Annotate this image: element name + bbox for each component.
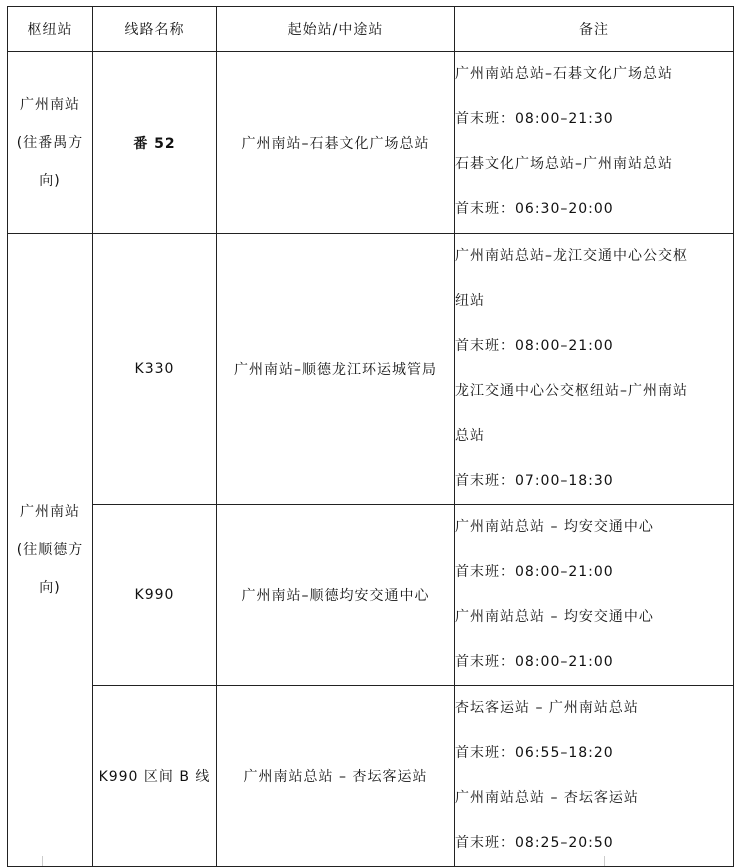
note-line: 纽站 [455, 293, 485, 309]
note-line: 首末班：08:25–20:50 [455, 835, 614, 851]
note-line: 首末班：08:00–21:00 [455, 654, 614, 670]
note-line: 首末班：08:00–21:30 [455, 111, 614, 127]
note-line: 广州南站总站–石碁文化广场总站 [455, 66, 673, 82]
hub-name: 广州南站 [20, 96, 80, 113]
table-row [8, 234, 734, 505]
hub-direction: (往番禺方 [16, 134, 84, 151]
header-stops: 起始站/中途站 [217, 7, 455, 52]
hub-cell [8, 234, 93, 867]
header-notes: 备注 [455, 7, 734, 52]
hub-direction: (往顺德方 [16, 542, 84, 558]
page-edge-mark [42, 856, 43, 866]
bus-routes-table [7, 6, 734, 867]
notes-cell [455, 234, 734, 505]
line-name: 番 52 [133, 135, 176, 152]
hub-direction-end: 向) [39, 580, 61, 596]
note-line: 首末班：06:30–20:00 [455, 201, 614, 217]
stops-cell: 广州南站–顺德龙江环运城管局 [217, 234, 455, 505]
stops-cell: 广州南站总站 – 杏坛客运站 [217, 686, 455, 867]
table-row [8, 52, 734, 234]
notes-cell [455, 52, 734, 234]
header-hub: 枢纽站 [8, 7, 93, 52]
note-line: 首末班：07:00–18:30 [455, 473, 614, 489]
line-name-cell: K990 区间 B 线 [93, 686, 217, 867]
table-row [8, 505, 734, 686]
hub-cell [8, 52, 93, 234]
line-name-cell: K330 [93, 234, 217, 505]
note-line: 广州南站总站–龙江交通中心公交枢 [455, 248, 688, 264]
table-row [8, 686, 734, 867]
stops-cell: 广州南站–顺德均安交通中心 [217, 505, 455, 686]
note-line: 首末班：06:55–18:20 [455, 745, 614, 761]
hub-name: 广州南站 [20, 504, 80, 520]
notes-cell [455, 686, 734, 867]
line-name-cell [93, 52, 217, 234]
stops-cell: 广州南站–石碁文化广场总站 [217, 52, 455, 234]
note-line: 首末班：08:00–21:00 [455, 338, 614, 354]
hub-direction-end: 向) [39, 172, 61, 189]
note-line: 广州南站总站 – 均安交通中心 [455, 609, 654, 625]
note-line: 首末班：08:00–21:00 [455, 564, 614, 580]
note-line: 石碁文化广场总站–广州南站总站 [455, 156, 673, 172]
note-line: 杏坛客运站 – 广州南站总站 [455, 700, 639, 716]
notes-cell [455, 505, 734, 686]
note-line: 总站 [455, 428, 485, 444]
note-line: 广州南站总站 – 均安交通中心 [455, 519, 654, 535]
page-edge-mark [604, 856, 605, 866]
note-line: 龙江交通中心公交枢纽站–广州南站 [455, 383, 688, 399]
note-line: 广州南站总站 – 杏坛客运站 [455, 790, 639, 806]
header-line-name: 线路名称 [93, 7, 217, 52]
line-name-cell: K990 [93, 505, 217, 686]
table-header-row [8, 7, 734, 52]
